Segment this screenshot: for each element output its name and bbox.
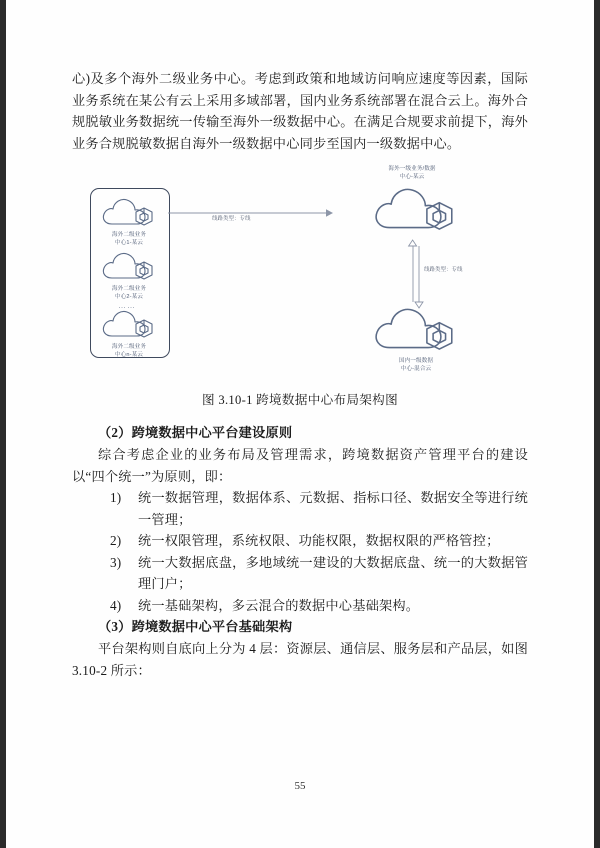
list-item [72,552,528,595]
list-item-number: 2) [110,533,122,548]
cloud-group-ellipsis: …… [118,301,136,310]
cloud-node-overseas-primary [370,184,462,240]
connector-vertical-arrow [408,240,424,308]
cloud-icon [100,308,158,344]
principles-list [72,487,528,616]
cloud-node-overseas-secondary-n [100,308,158,344]
cloud-node-overseas-secondary-2 [100,250,158,286]
label-line-1: 海外一级业务/数据 [388,166,436,172]
label-line-2: 中心1-某云 [115,239,143,246]
connector-horizontal-label: 线路类型：专线 [212,216,251,222]
cloud-label-overseas-secondary-n [90,344,168,359]
list-item [72,530,528,552]
label-line-1: 海外二级业务 [111,232,147,238]
page-content [72,68,528,681]
paragraph-top: 心)及多个海外二级业务中心。考虑到政策和地域访问响应速度等因素，国际业务系统在某公有云上采用多域部署，国内业务系统部署在混合云上。海外合规脱敏业务数据统一传输至海外一级数据中心。在满足合规要求前提下，海外业务合规脱敏数据自海外一级数据中心同步至国内一级数据中心。 [72,71,528,151]
cloud-icon [100,196,158,232]
heading-platform-architecture: （3）跨境数据中心平台基础架构 [98,619,293,634]
list-item-number: 1) [110,490,122,505]
label-line-1: 海外二级业务 [111,286,147,292]
connector-horizontal-arrow [168,206,336,220]
cloud-label-overseas-primary [322,166,502,181]
cloud-node-overseas-secondary-1 [100,196,158,232]
cloud-node-domestic-primary [370,304,462,360]
list-item [72,487,528,530]
page-number: 55 [294,780,306,792]
list-item [72,595,528,617]
paragraph-architecture: 平台架构则自底向上分为 4 层：资源层、通信层、服务层和产品层，如图 3.10-2 所示： [72,641,528,678]
list-item-text: 统一数据管理，数据体系、元数据、指标口径、数据安全等进行统一管理； [138,490,528,527]
label-line-1: 国内一级数据 [398,358,434,364]
label-line-2: 中心-混合云 [400,365,432,372]
list-item-text: 统一基础架构，多云混合的数据中心基础架构。 [138,597,420,613]
cloud-icon [100,250,158,286]
heading-platform-principles: （2）跨境数据中心平台建设原则 [98,425,293,440]
connector-vertical-label: 线路类型：专线 [424,267,463,273]
cloud-label-overseas-secondary-2 [90,286,168,301]
list-item-number: 4) [110,597,122,613]
cloud-icon [370,184,462,240]
list-item-number: 3) [110,554,122,570]
label-line-1: 海外二级业务 [111,344,147,350]
cloud-label-domestic-primary [326,358,506,373]
figure-caption: 图 3.10-1 跨境数据中心布局架构图 [202,393,398,407]
label-line-2: 中心2-某云 [115,293,143,300]
label-line-2: 中心-某云 [399,173,425,180]
cloud-icon [370,304,462,360]
cloud-label-overseas-secondary-1 [90,232,168,247]
paragraph-principles: 综合考虑企业的业务布局及管理需求，跨境数据资产管理平台的建设以“四个统一”为原则，即： [72,447,528,484]
list-item-text: 统一大数据底盘，多地域统一建设的大数据底盘、统一的大数据管理门户； [138,554,528,591]
page-edge-right [594,0,600,848]
page-edge-left [0,0,6,848]
label-line-2: 中心n-某云 [115,351,143,358]
list-item-text: 统一权限管理，系统权限、功能权限，数据权限的严格管控； [138,533,500,548]
figure-cross-border-datacenter-layout [72,162,528,384]
